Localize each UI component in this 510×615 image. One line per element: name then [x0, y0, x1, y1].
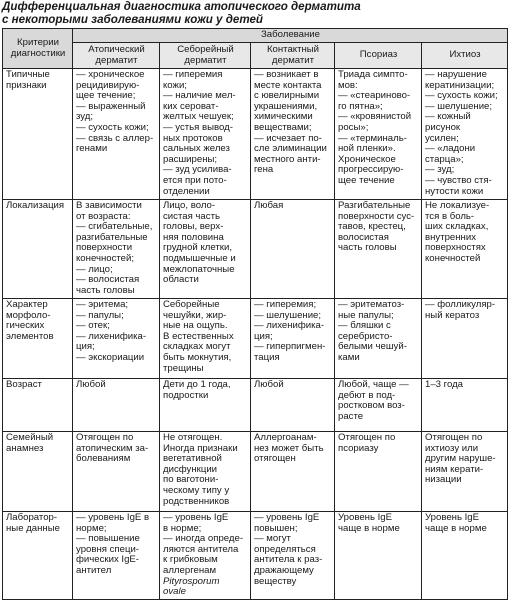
cell-line: сле элиминации	[254, 143, 327, 155]
cell-line: гена	[254, 164, 274, 176]
cell-line: области	[163, 274, 199, 286]
cell-line: месте контакта	[254, 79, 322, 91]
cell-line: расте	[338, 410, 364, 422]
cell-line: болеваниям	[76, 453, 131, 465]
cell-line: — зуд;	[425, 164, 455, 176]
criteria-header	[3, 29, 73, 69]
cell-line: В зависимости	[76, 200, 142, 211]
table-cell	[335, 200, 422, 299]
cell-line: расширены;	[163, 153, 218, 165]
table-row	[3, 512, 508, 600]
table-cell	[160, 69, 251, 200]
cell-line: дражающему	[254, 564, 314, 576]
cell-line: — «кровянистой	[338, 111, 412, 123]
cell-line: — наличие мел-	[163, 90, 236, 102]
cell-line: — выраженный	[76, 100, 146, 112]
cell-line: систая часть	[163, 210, 220, 222]
row-label	[3, 512, 73, 600]
cell-line: ovale	[163, 586, 186, 598]
cell-line: — бляшки с	[338, 320, 391, 332]
cell-line: — зуд усилива-	[163, 164, 232, 176]
cell-line: быть мокнутия,	[163, 351, 232, 363]
cell-line: генами	[76, 143, 108, 155]
cell-line: ростковом воз-	[338, 400, 405, 412]
cell-line: тация	[254, 351, 280, 363]
cell-line: Уровень IgE	[425, 512, 480, 523]
cell-line: В естественных	[163, 330, 234, 342]
row-label	[3, 432, 73, 512]
table-cell	[335, 512, 422, 600]
column-header-ichthyosis	[422, 43, 508, 69]
row-label	[3, 200, 73, 299]
cell-line: — устья вывод-	[163, 121, 233, 133]
cell-line: Иногда признаки	[163, 442, 238, 454]
cell-line: повышен;	[254, 522, 298, 534]
cell-line: подростки	[163, 389, 209, 401]
cell-line: старца»;	[425, 153, 464, 165]
cell-line: сальных желез	[163, 143, 230, 155]
cell-line: дебют в под-	[338, 389, 396, 401]
cell-line: ные папулы;	[338, 309, 394, 321]
cell-line: Себорейные	[163, 299, 220, 310]
row-label-line: Лаборатор-	[6, 512, 58, 523]
cell-line: псориазу	[338, 442, 379, 454]
criteria-header-line: Критерии	[17, 36, 59, 48]
disease-group-header: Заболевание	[73, 29, 508, 43]
cell-line: Любая	[254, 200, 284, 211]
cell-line: Не отягощен.	[163, 432, 223, 443]
cell-line: украшениями,	[254, 100, 318, 112]
table-cell	[251, 432, 335, 512]
table-cell	[422, 432, 508, 512]
cell-line: — нарушение	[425, 69, 487, 80]
table-cell	[73, 69, 160, 200]
cell-line: конечностей	[425, 252, 481, 264]
row-label-line: ные данные	[6, 522, 60, 534]
cell-line: отделении	[163, 185, 210, 197]
cell-line: — волосистая	[76, 274, 140, 286]
cell-line: низации	[425, 474, 462, 486]
cell-line: Лицо, воло-	[163, 200, 216, 211]
cell-line: щее течение	[338, 174, 395, 186]
cell-line: — лихенифика-	[254, 320, 325, 332]
title-line-2: с некоторыми заболеваниями кожи у детей	[2, 13, 264, 26]
cell-line: зуд;	[76, 111, 94, 123]
column-header-atopic	[73, 43, 160, 69]
column-header-seborrheic	[160, 43, 251, 69]
cell-line: ниям керати-	[425, 463, 484, 475]
table-cell	[73, 432, 160, 512]
row-label-line: признаки	[6, 79, 47, 91]
table-row	[3, 69, 508, 200]
cell-line: — сухость кожи;	[425, 90, 498, 102]
cell-line: — отек;	[76, 320, 110, 332]
table-cell	[160, 299, 251, 379]
table-cell	[335, 432, 422, 512]
header-row-columns	[3, 43, 508, 69]
cell-line: межлопаточные	[163, 263, 235, 275]
cell-line: — хроническое	[76, 69, 145, 80]
table-cell	[251, 69, 335, 200]
row-label	[3, 299, 73, 379]
cell-line: Pityrosporum	[163, 575, 220, 587]
cell-line: — лицо;	[76, 263, 113, 275]
cell-line: складках могут	[163, 341, 231, 353]
row-label-line: элементов	[6, 330, 54, 342]
cell-line: чешуйки, жир-	[163, 309, 227, 321]
cell-line: дисфункции	[163, 463, 218, 475]
cell-line: чаще в норме	[425, 522, 487, 534]
cell-line: тавов, крестец,	[338, 221, 406, 233]
cell-line: норме;	[76, 522, 107, 534]
cell-line: ной пленки».	[338, 143, 396, 155]
cell-line: — чувство стя-	[425, 174, 492, 186]
row-label-line: Локализация	[6, 200, 65, 211]
table-cell	[251, 379, 335, 432]
cell-line: — «ладони	[425, 143, 476, 155]
row-label-line: Семейный	[6, 432, 54, 443]
cell-line: Не локализуе-	[425, 200, 490, 211]
cell-line: кератинизации;	[425, 79, 495, 91]
cell-line: Разгибательные	[338, 200, 411, 211]
cell-line: родственников	[163, 495, 230, 507]
cell-line: антител	[76, 564, 112, 576]
table-row	[3, 379, 508, 432]
cell-line: — «стеариново-	[338, 90, 411, 102]
cell-line: — лихенифика-	[76, 330, 147, 342]
cell-line: — шелушение;	[425, 100, 493, 112]
cell-line: ется при пото-	[163, 174, 227, 186]
cell-line: другим наруше-	[425, 453, 496, 465]
cell-line: — уровень IgE	[254, 512, 320, 523]
cell-line: уровня специ-	[76, 543, 139, 555]
cell-line: Уровень IgE	[338, 512, 393, 523]
row-label-line: Типичные	[6, 69, 50, 80]
column-header-line: Ихтиоз	[449, 49, 481, 61]
cell-line: веществами;	[254, 121, 312, 133]
table-cell	[335, 69, 422, 200]
cell-line: го пятна»;	[338, 100, 383, 112]
cell-line: — сухость кожи;	[76, 121, 149, 133]
cell-line: по ваготони-	[163, 474, 219, 486]
cell-line: прогрессирую-	[338, 164, 404, 176]
cell-line: — уровень IgE в	[76, 512, 150, 523]
cell-line: фических IgE-	[76, 554, 139, 566]
table-cell	[422, 69, 508, 200]
cell-line: — экскориации	[76, 351, 145, 363]
cell-line: поверхности	[76, 242, 133, 254]
cell-line: — гиперемия;	[254, 299, 317, 310]
cell-line: ных протоков	[163, 132, 223, 144]
cell-line: часть головы	[338, 242, 397, 254]
cell-line: кожи;	[163, 79, 187, 91]
column-header-line: Себорейный	[177, 43, 234, 55]
criteria-header-line: диагностики	[10, 47, 66, 59]
cell-line: Любой, чаще —	[338, 379, 409, 390]
cell-line: нез может быть	[254, 442, 324, 454]
column-header-line: дерматит	[95, 54, 138, 66]
cell-line: ляются антитела	[163, 543, 239, 555]
cell-line: мов:	[338, 79, 358, 91]
cell-line: поверхности сус-	[338, 210, 415, 222]
cell-line: к грибковым аллергенам	[163, 554, 218, 576]
row-label-line: Характер	[6, 299, 48, 310]
cell-line: — кожный рисунок	[425, 111, 471, 133]
cell-line: росы»;	[338, 121, 369, 133]
cell-line: в норме;	[163, 522, 202, 534]
table-cell	[251, 200, 335, 299]
cell-line: волосистая	[338, 231, 389, 243]
cell-line: — уровень IgE	[163, 512, 229, 523]
cell-line: тся в боль-	[425, 210, 475, 222]
row-label-line: Возраст	[6, 379, 42, 390]
row-label	[3, 379, 73, 432]
cell-line: — шелушение;	[254, 309, 322, 321]
cell-line: серебристо-	[338, 330, 393, 342]
cell-line: — повышение	[76, 533, 140, 545]
table-cell	[422, 512, 508, 600]
cell-line: ция;	[76, 341, 95, 353]
cell-line: 1–3 года	[425, 379, 464, 390]
cell-line: Отягощен по	[425, 432, 483, 443]
cell-line: желтых чешуек;	[163, 111, 234, 123]
table-body	[3, 69, 508, 600]
cell-line: усилен;	[425, 132, 459, 144]
column-header-contact	[251, 43, 335, 69]
cell-line: ный кератоз	[425, 309, 480, 321]
table-cell	[160, 512, 251, 600]
column-header-line: Контактный	[266, 43, 320, 55]
cell-line: конечностей;	[76, 252, 135, 264]
table-cell	[160, 200, 251, 299]
cell-line: няя половина	[163, 231, 224, 243]
table-cell	[251, 512, 335, 600]
cell-line: — могут	[254, 533, 291, 545]
cell-line: грудной клетки,	[163, 242, 232, 254]
cell-line: — иногда опреде-	[163, 533, 244, 545]
cell-line: Триада симпто-	[338, 69, 408, 80]
cell-line: Любой	[76, 379, 106, 390]
table-cell	[422, 200, 508, 299]
cell-line: антитела к раз-	[254, 554, 323, 566]
cell-line: с ювелирными	[254, 90, 320, 102]
table-cell	[73, 299, 160, 379]
column-header-line: дерматит	[184, 54, 227, 66]
table-title	[2, 0, 508, 26]
column-header-line: Атопический	[88, 43, 145, 55]
cell-line: — исчезает по-	[254, 132, 322, 144]
cell-line: ческому типу у	[163, 484, 230, 496]
cell-line: ция;	[254, 330, 273, 342]
cell-line: нутости кожи	[425, 185, 484, 197]
cell-line: Дети до 1 года,	[163, 379, 231, 390]
cell-line: определяться	[254, 543, 316, 555]
cell-line: подмышечные и	[163, 252, 236, 264]
cell-line: Любой	[254, 379, 284, 390]
cell-line: трещины	[163, 362, 204, 374]
cell-line: разгибательные	[76, 231, 148, 243]
table-cell	[160, 432, 251, 512]
row-label-line: гических	[6, 320, 45, 332]
cell-line: ших складках,	[425, 221, 489, 233]
cell-line: химическими	[254, 111, 313, 123]
cell-line: — папулы;	[76, 309, 124, 321]
cell-line: отягощен	[254, 453, 296, 465]
cell-line: вегетативной	[163, 453, 222, 465]
cell-line: щее течение;	[76, 90, 136, 102]
table-cell	[73, 512, 160, 600]
table-cell	[422, 379, 508, 432]
column-header-line: дерматит	[271, 54, 315, 66]
cell-line: Отягощен по	[338, 432, 396, 443]
cell-line: ихтиозу или	[425, 442, 479, 454]
table-cell	[335, 299, 422, 379]
cell-line: часть головы	[76, 284, 135, 296]
cell-line: — гиперемия	[163, 69, 223, 80]
column-header-psoriasis	[335, 43, 422, 69]
cell-line: — связь с аллер-	[76, 132, 154, 144]
cell-line: — гиперпигмен-	[254, 341, 326, 353]
cell-line: — «терминаль-	[338, 132, 407, 144]
column-header-line: Псориаз	[359, 49, 398, 61]
cell-line: Отягощен по	[76, 432, 134, 443]
title-line-1: Дифференциальная диагностика атопического дерматита	[2, 0, 361, 13]
cell-line: ные на ощупь.	[163, 320, 228, 332]
cell-line: поверхностях	[425, 242, 486, 254]
cell-line: местного анти-	[254, 153, 321, 165]
header-row-group	[3, 29, 508, 43]
cell-line: головы, верх-	[163, 221, 224, 233]
table-row	[3, 200, 508, 299]
table-cell	[160, 379, 251, 432]
diagnosis-table	[2, 28, 508, 600]
table-row	[3, 432, 508, 512]
cell-line: ких сероват-	[163, 100, 219, 112]
cell-line: веществу	[254, 575, 297, 587]
cell-line: Аллергоанам-	[254, 432, 317, 443]
cell-line: внутренних	[425, 231, 477, 243]
table-cell	[73, 200, 160, 299]
table-row	[3, 299, 508, 379]
table-cell	[422, 299, 508, 379]
cell-line: чаще в норме	[338, 522, 400, 534]
row-label-line: анамнез	[6, 442, 44, 454]
row-label-line: морфоло-	[6, 309, 51, 321]
cell-line: от возраста:	[76, 210, 131, 222]
cell-line: — сгибательные,	[76, 221, 153, 233]
cell-line: — фолликуляр-	[425, 299, 496, 310]
row-label	[3, 69, 73, 200]
cell-line: белыми чешуй-	[338, 341, 407, 353]
cell-line: — возникает в	[254, 69, 319, 80]
table-cell	[73, 379, 160, 432]
cell-line: ками	[338, 351, 360, 363]
table-cell	[251, 299, 335, 379]
cell-line: рецидивирую-	[76, 79, 140, 91]
cell-line: Хроническое	[338, 153, 396, 165]
table-cell	[335, 379, 422, 432]
cell-line: — эритема;	[76, 299, 129, 310]
cell-line: атопическим за-	[76, 442, 149, 454]
cell-line: — эритематоз-	[338, 299, 405, 310]
